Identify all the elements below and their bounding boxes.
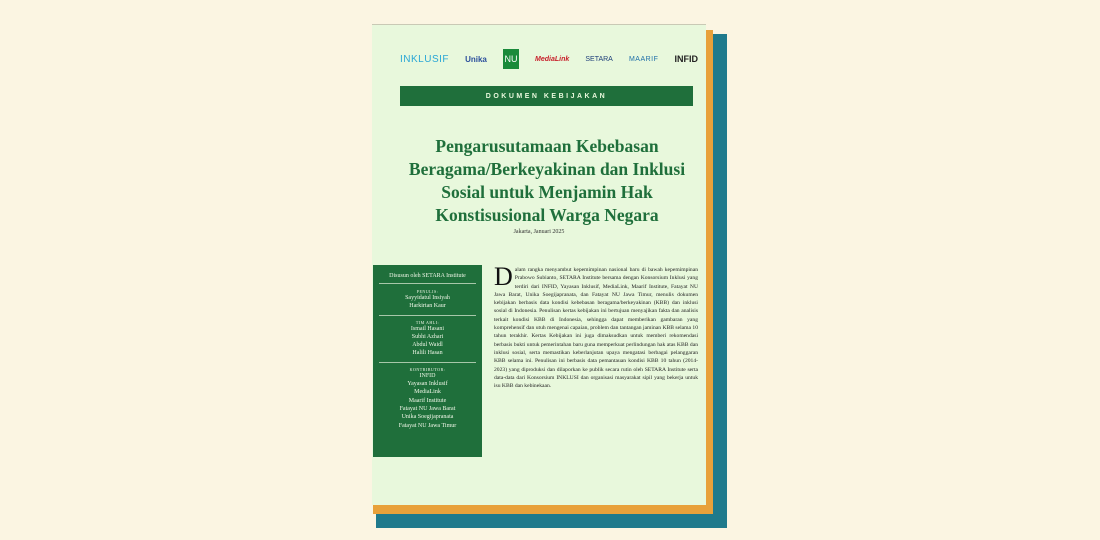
intro-paragraph (494, 262, 698, 390)
document-date: Jakarta, Januari 2025 (513, 229, 565, 235)
contributor-name: Maarif Institute (408, 397, 447, 404)
nu-logo: NU (503, 49, 519, 69)
divider (379, 315, 476, 316)
contributor-name: Fatayat NU Jawa Barat (399, 405, 456, 412)
document-page (372, 24, 706, 505)
expert-name: Abdul Waidl (412, 342, 443, 349)
logo-strip (400, 45, 698, 73)
intro-text: alam rangka menyambut kepemimpinan nasional baru di bawah kepemimpinan Prabowo Subianto, SETARA Institute bersama dengan Konsorsium Inklusi yang terdiri dari INFID, Yayasan Inklusif, MediaLink, Maarif Institute, Fatayat NU Jawa Barat, Unika Soegijapranata, dan Fatayat NU Jawa Timur, menulis dokumen kebijakan berbasis data kondisi kebebasan beragama/berkeyakinan (KBB) dan inklusi sosial di Indonesia. Penulisan kertas kebijakan ini bertujuan menyajikan fakta dan analisis terkait kondisi KBB di Indonesia, sehingga dapat memberikan gambaran yang komprehensif dan utuh mengenai capaian, problem dan tantangan jaminan KBB selama 10 tahun terakhir. Kertas Kebijakan ini juga dimaksudkan untuk memberi rekomendasi berbasis bukti untuk pemerintahan baru guna memperkuat perlindungan hak atas KBB dan inklusi sosial, serta memastikan keberlanjutan upaya mengatasi berbagai pelanggaran KBB selama ini. Penulisan ini berbasis data pemantauan kondisi KBB 10 tahun (2014-2023) yang diproduksi dan dilaporkan ke publik secara rutin oleh SETARA Institute serta data-data dari Konsorsium INKLUSI dan organisasi masyarakat sipil yang bekerja untuk isu KBB dan kebinekaan. (494, 267, 698, 390)
setara-logo: SETARA (585, 55, 613, 63)
contributor-name: Unika Soegijapranata (401, 414, 454, 421)
divider (379, 362, 476, 363)
authors-sidebar (373, 265, 482, 457)
expert-name: Halili Hasan (412, 350, 443, 357)
author-name: Sayyidatul Insiyah (405, 295, 450, 301)
document-type-banner: DOKUMEN KEBIJAKAN (400, 86, 693, 106)
maarif-logo: MAARIF (628, 55, 659, 63)
medialink-logo: MediaLink (535, 55, 570, 63)
contributor-name: INFID (419, 372, 436, 379)
unika-logo: Unika (465, 54, 487, 64)
expert-name: Subhi Azhari (411, 333, 444, 340)
penulis-label: PENULIS: (416, 289, 439, 294)
document-title: Pengarusutamaan Kebebasan Beragama/Berkeyakinan dan Inklusi Sosial untuk Menjamin Hak Konstisusional Warga Negara (408, 136, 686, 225)
inklusif-logo: INKLUSIF (400, 53, 450, 65)
contributor-name: Fatayat NU Jawa Timur (398, 422, 457, 429)
sidebar-header: Disusun oleh SETARA Institute (379, 273, 476, 284)
contributor-name: MediaLink (414, 389, 441, 396)
drop-cap: D (494, 262, 513, 291)
author-name: Harkirtan Kaur (409, 303, 446, 310)
infid-logo: INFID (674, 54, 698, 64)
kontributor-label: KONTRIBUTOR: (409, 366, 446, 372)
expert-name: Ismail Hasani (410, 325, 445, 332)
contributor-name: Yayasan Inklusif (407, 381, 448, 388)
tim-ahli-label: TIM AHLI: (415, 319, 440, 325)
